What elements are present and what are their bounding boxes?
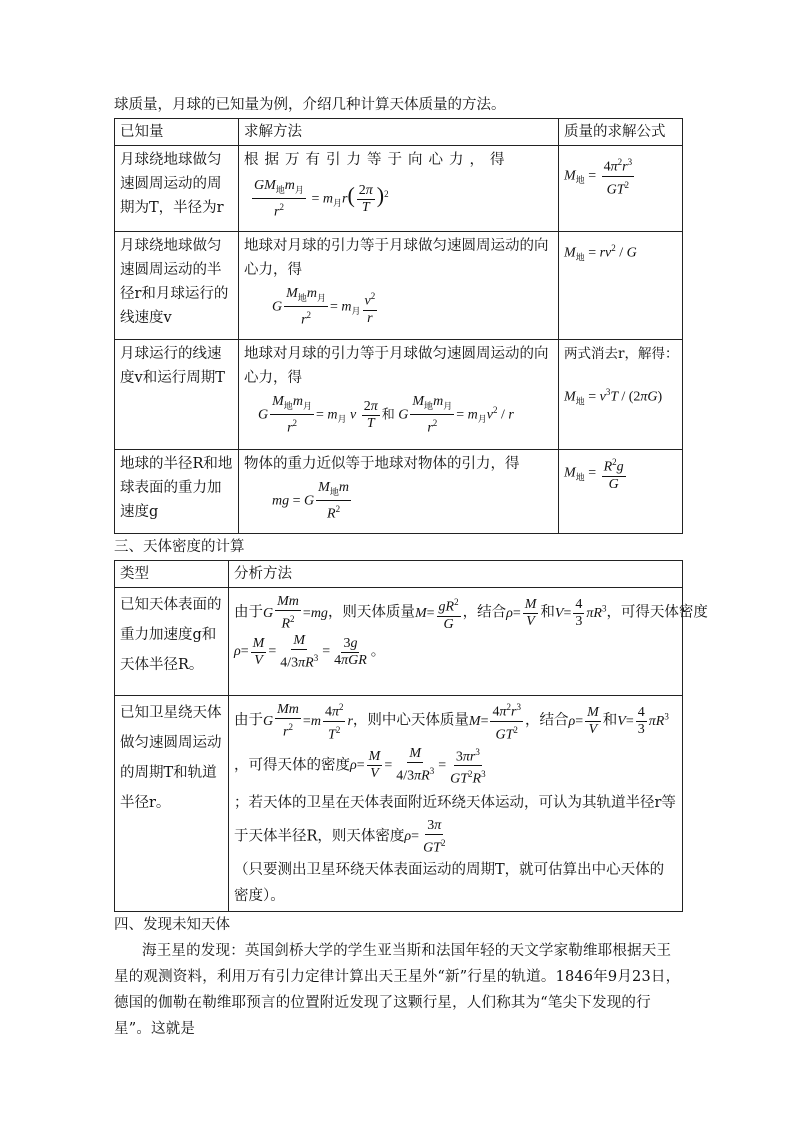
formula-cell bbox=[559, 450, 683, 534]
result-formula: $M_地$ = $\frac{R^2g}{G}$ bbox=[564, 454, 677, 493]
method-text: 地球对月球的引力等于月球做匀速圆周运动的向心力，得 bbox=[244, 238, 549, 278]
analysis-cell bbox=[229, 696, 683, 912]
known-cell: 地球的半径R和地球表面的重力加速度g bbox=[115, 450, 239, 534]
header-known: 已知量 bbox=[115, 119, 239, 146]
analysis-line: 由于G $\frac{Mm}{r^2}$ =m $\frac{4\pi^2}{T^2}$ r，则中心天体质量M= $\frac{4\pi^2r^3}{GT^2}$ ，结合ρ= $\frac{M}{V}$ 和V= $\frac{4}{3}$ $\pi R^3$ bbox=[234, 698, 677, 744]
result-formula: $M_地 = v^3T / (2\pi G)$ bbox=[564, 387, 663, 407]
method-cell bbox=[239, 450, 559, 534]
mass-calculation-table bbox=[114, 118, 683, 534]
table-row bbox=[115, 232, 683, 340]
formula-prefix: 两式消去r，解得： bbox=[564, 346, 679, 362]
formula-cell bbox=[559, 146, 683, 232]
table-row bbox=[115, 696, 683, 912]
known-cell: 月球绕地球做匀速圆周运动的周期为T，半径为r bbox=[115, 146, 239, 232]
table-row bbox=[115, 588, 683, 696]
equation: G $\frac{M_地m_月}{r^2}$ = $m_月$ $\frac{v^2}{r}$ bbox=[272, 286, 376, 328]
method-cell bbox=[239, 232, 559, 340]
section3-title: 三、天体密度的计算 bbox=[114, 539, 245, 555]
method-cell bbox=[239, 340, 559, 450]
table-row bbox=[115, 146, 683, 232]
header-formula: 质量的求解公式 bbox=[559, 119, 683, 146]
equation: $\frac{GM_地m_月}{r^2}$ = $m_月r$( $\frac{2\pi}{T}$ )$^2$ bbox=[254, 178, 389, 220]
result-formula: $M_地 = rv^2 / G$ bbox=[564, 243, 637, 263]
intro-text: 球质量，月球的已知量为例，介绍几种计算天体质量的方法。 bbox=[114, 97, 506, 113]
header-type: 类型 bbox=[115, 561, 229, 588]
method-text: 地球对月球的引力等于月球做匀速圆周运动的向心力，得 bbox=[244, 346, 549, 386]
formula-cell bbox=[559, 232, 683, 340]
analysis-line: 由于G $\frac{Mm}{R^2}$ =mg，则天体质量M= $\frac{gR^2}{G}$ ，结合ρ= $\frac{M}{V}$ 和V= $\frac{4}{3}$ $\pi R^3$，可得天体密度 bbox=[234, 594, 708, 632]
formula-cell bbox=[559, 340, 683, 450]
result-formula: $M_地$ = $\frac{4\pi^2r^3}{GT^2}$ bbox=[564, 154, 677, 198]
equation: mg = G $\frac{M_地m}{R^2}$ bbox=[272, 480, 349, 522]
and-word: 和 bbox=[381, 406, 395, 422]
table-header-row bbox=[115, 119, 683, 146]
table-row bbox=[115, 450, 683, 534]
method-cell bbox=[239, 146, 559, 232]
table-header-row bbox=[115, 561, 683, 588]
type-cell: 已知卫星绕天体做匀速圆周运动的周期T和轨道半径r。 bbox=[115, 696, 229, 912]
density-table bbox=[114, 560, 708, 912]
document-page bbox=[114, 92, 708, 1042]
type-cell: 已知天体表面的重力加速度g和天体半径R。 bbox=[115, 588, 229, 696]
method-text: 根据万有引力等于向心力，得 bbox=[244, 152, 511, 168]
analysis-cell bbox=[229, 588, 708, 696]
analysis-line: ；若天体的卫星在天体表面附近环绕天体运动，可认为其轨道半径r等于天体半径R，则天体密度ρ= $\frac{3\pi}{GT^2}$ bbox=[234, 794, 676, 856]
analysis-note: （只要测出卫星环绕天体表面运动的周期T，就可估算出中心天体的密度）。 bbox=[234, 861, 665, 904]
analysis-line: ，可得天体的密度ρ= $\frac{M}{V}$ = $\frac{M}{4/3\pi R^3}$ = $\frac{3\pi r^3}{GT^2R^3}$ bbox=[234, 744, 677, 788]
known-cell: 月球绕地球做匀速圆周运动的半径r和月球运行的线速度v bbox=[115, 232, 239, 340]
method-text: 物体的重力近似等于地球对物体的引力，得 bbox=[244, 456, 520, 472]
header-method: 求解方法 bbox=[239, 119, 559, 146]
analysis-line: ρ= $\frac{M}{V}$ = $\frac{M}{4/3\pi R^3}$ = $\frac{3g}{\text{4πGR}}$ 。 bbox=[234, 632, 386, 671]
table-row bbox=[115, 340, 683, 450]
equation: G $\frac{M_地m_月}{r^2}$ = $m_月$ v $\frac{2\pi}{T}$ 和 G $\frac{M_地m_月}{r^2}$ = $m_月v^2$ / r bbox=[258, 394, 514, 436]
neptune-paragraph: 海王星的发现：英国剑桥大学的学生亚当斯和法国年轻的天文学家勒维耶根据天王星的观测资料，利用万有引力定律计算出天王星外“新”行星的轨道。1846年9月23日，德国的伽勒在勒维耶预言的位置附近发现了这颗行星，人们称其为“笔尖下发现的行星”。这就是 bbox=[114, 942, 681, 1037]
known-cell: 月球运行的线速度v和运行周期T bbox=[115, 340, 239, 450]
section4-title: 四、发现未知天体 bbox=[114, 916, 230, 933]
header-analysis: 分析方法 bbox=[229, 561, 683, 588]
